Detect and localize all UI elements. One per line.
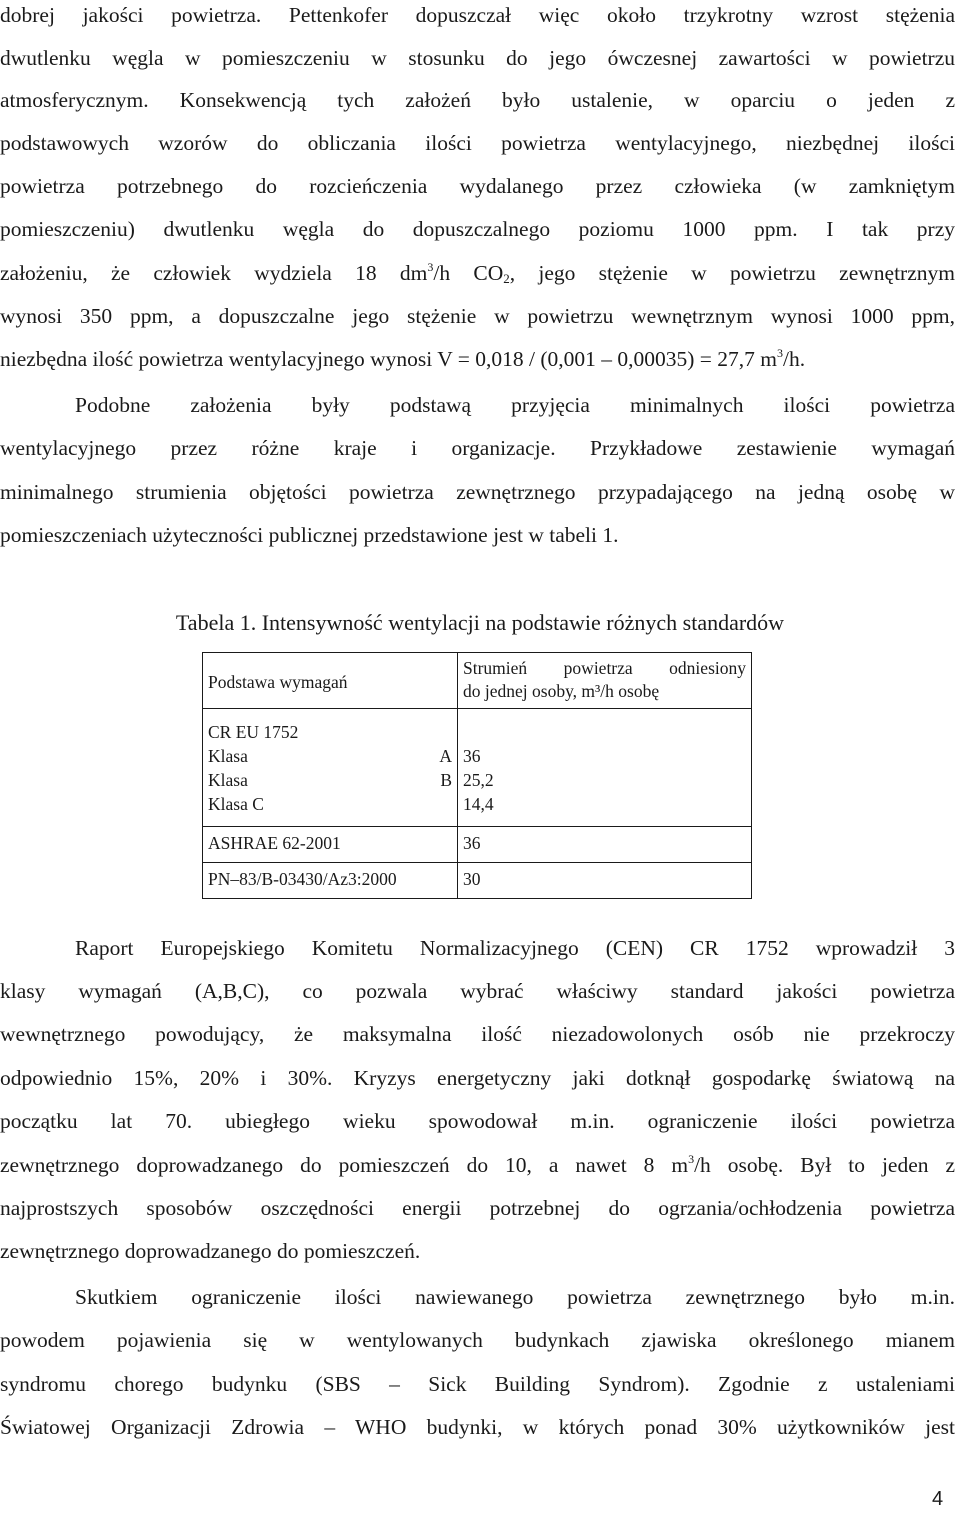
text-segment: niezbędna ilość powietrza wentylacyjnego wynosi V = 0,018 / (0,001 – 0,00035) = 27,7 m bbox=[0, 347, 778, 371]
text-line: powietrza potrzebnego do rozcieńczenia wydalanego przez człowieka (w zamkniętym bbox=[0, 174, 955, 198]
class-label: Klasa bbox=[208, 770, 248, 790]
text-segment: założeniu, że człowiek wydziela 18 dm bbox=[0, 261, 428, 285]
table-cell bbox=[203, 709, 458, 827]
text-line bbox=[0, 259, 955, 287]
text-line: atmosferycznym. Konsekwencją tych założeń było ustalenie, w oparciu o jeden z bbox=[0, 88, 955, 112]
superscript: 3 bbox=[777, 346, 784, 360]
text-line: wentylacyjnego przez różne kraje i organizacje. Przykładowe zestawienie wymagań bbox=[0, 436, 955, 460]
text-line: pomieszczeniach użyteczności publicznej przedstawione jest w tabeli 1. bbox=[0, 523, 619, 547]
text-line: dwutlenku węgla w pomieszczeniu w stosunku do jego ówczesnej zawartości w powietrzu bbox=[0, 46, 955, 70]
subscript: 2 bbox=[503, 271, 510, 286]
value: 25,2 bbox=[463, 770, 494, 790]
header-cell bbox=[458, 653, 752, 709]
text-line: Skutkiem ograniczenie ilości nawiewanego powietrza zewnętrznego było m.in. bbox=[75, 1285, 955, 1309]
standard-name: CR EU 1752 bbox=[208, 722, 299, 742]
header-left: Podstawa wymagań bbox=[208, 672, 348, 692]
header-right-line: Strumień powietrza odniesiony bbox=[463, 658, 746, 678]
class-letter: B bbox=[440, 770, 452, 790]
class-row bbox=[208, 744, 452, 768]
text-segment: /h osobę. Był to jeden z bbox=[694, 1153, 955, 1177]
table-cell: 36 bbox=[458, 827, 752, 863]
header-right bbox=[463, 653, 746, 703]
table-row bbox=[203, 827, 752, 863]
page-number: 4 bbox=[932, 1488, 944, 1510]
text-line: powodem pojawienia się w wentylowanych budynkach zjawiska określonego mianem bbox=[0, 1328, 955, 1352]
text-line bbox=[0, 1151, 955, 1179]
class-row: Klasa C bbox=[208, 794, 264, 814]
text-line: dobrej jakości powietrza. Pettenkofer dopuszczał więc około trzykrotny wzrost stężenia bbox=[0, 3, 955, 27]
table-caption: Tabela 1. Intensywność wentylacji na podstawie różnych standardów bbox=[175, 610, 785, 635]
header-cell bbox=[203, 653, 458, 709]
table-cell: 30 bbox=[458, 863, 752, 899]
class-row bbox=[208, 768, 452, 792]
text-segment: zewnętrznego doprowadzanego do pomieszczeń do 10, a nawet 8 m bbox=[0, 1153, 689, 1177]
value: 14,4 bbox=[463, 794, 494, 814]
table-row bbox=[203, 863, 752, 899]
text-line: Podobne założenia były podstawą przyjęcia minimalnych ilości powietrza bbox=[75, 393, 955, 417]
header-right-line: do jednej osoby, m³/h osobę bbox=[463, 681, 660, 701]
text-line: wewnętrznego powodujący, że maksymalna ilość niezadowolonych osób nie przekroczy bbox=[0, 1022, 955, 1046]
text-line: podstawowych wzorów do obliczania ilości powietrza wentylacyjnego, niezbędnej ilości bbox=[0, 131, 955, 155]
text-line: najprostszych sposobów oszczędności energii potrzebnej do ogrzania/ochłodzenia powietrza bbox=[0, 1196, 955, 1220]
text-segment: /h CO bbox=[433, 261, 504, 285]
ventilation-table bbox=[202, 652, 752, 899]
text-line bbox=[0, 345, 955, 373]
class-letter: A bbox=[439, 746, 452, 766]
text-segment: /h. bbox=[783, 347, 806, 371]
table-cell: ASHRAE 62-2001 bbox=[203, 827, 458, 863]
table-cell bbox=[458, 709, 752, 827]
table-row bbox=[203, 709, 752, 827]
text-line: początku lat 70. ubiegłego wieku spowodował m.in. ograniczenie ilości powietrza bbox=[0, 1109, 955, 1133]
text-line: klasy wymagań (A,B,C), co pozwala wybrać właściwy standard jakości powietrza bbox=[0, 979, 955, 1003]
text-line: syndromu chorego budynku (SBS – Sick Building Syndrom). Zgodnie z ustaleniami bbox=[0, 1372, 955, 1396]
superscript: 3 bbox=[427, 260, 434, 274]
superscript: 3 bbox=[688, 1152, 695, 1166]
text-segment: , jego stężenie w powietrzu zewnętrznym bbox=[509, 261, 955, 285]
text-line: minimalnego strumienia objętości powietrza zewnętrznego przypadającego na jedną osobę w bbox=[0, 480, 955, 504]
text-line: zewnętrznego doprowadzanego do pomieszczeń. bbox=[0, 1239, 421, 1263]
value: 36 bbox=[463, 746, 481, 766]
text-line: pomieszczeniu) dwutlenku węgla do dopuszczalnego poziomu 1000 ppm. I tak przy bbox=[0, 217, 955, 241]
text-line: wynosi 350 ppm, a dopuszczalne jego stężenie w powietrzu wewnętrznym wynosi 1000 ppm, bbox=[0, 304, 955, 328]
table-row bbox=[203, 653, 752, 709]
class-label: Klasa bbox=[208, 746, 248, 766]
text-line: Światowej Organizacji Zdrowia – WHO budynki, w których ponad 30% użytkowników jest bbox=[0, 1415, 955, 1439]
text-line: odpowiednio 15%, 20% i 30%. Kryzys energetyczny jaki dotknął gospodarkę światową na bbox=[0, 1066, 955, 1090]
text-line: Raport Europejskiego Komitetu Normalizacyjnego (CEN) CR 1752 wprowadził 3 bbox=[75, 936, 955, 960]
table-cell: PN–83/B-03430/Az3:2000 bbox=[203, 863, 458, 899]
